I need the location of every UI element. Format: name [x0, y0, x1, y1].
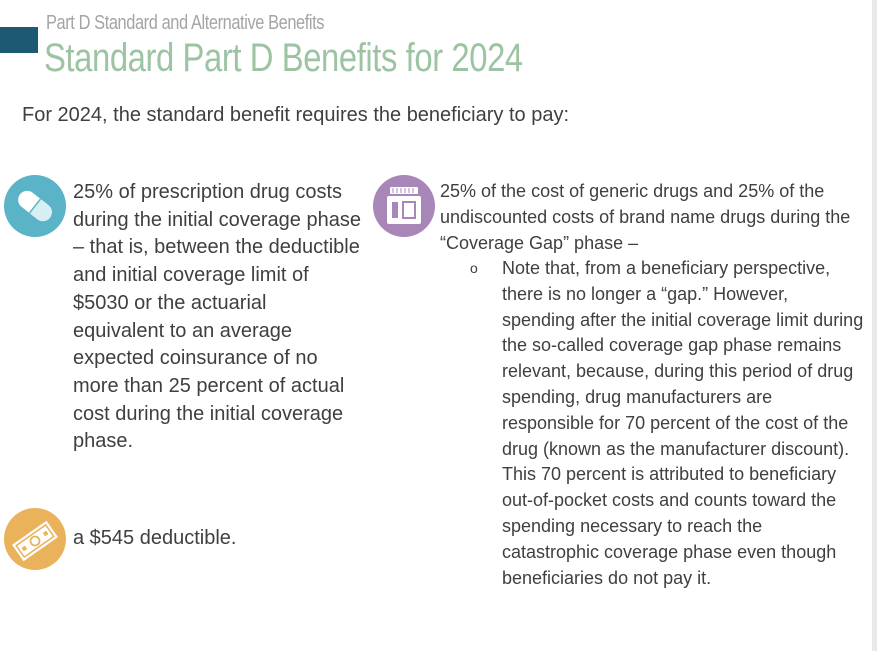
pill-icon: [4, 175, 66, 237]
benefit-text-coinsurance: 25% of prescription drug costs during the initial coverage phase – that is, between the deductible and initial coverage limit of $5030 or the actuarial equivalent to an average expected coinsurance of no more than 25 percent of actual cost during the initial coverage phase.: [73, 181, 361, 453]
accent-bar: [0, 27, 38, 53]
sub-bullet-marker: o: [470, 260, 478, 276]
money-icon: [4, 508, 66, 570]
benefit-text-coverage-gap: 25% of the cost of generic drugs and 25% of the undiscounted costs of brand name drugs during the “Coverage Gap” phase –: [440, 181, 851, 253]
coverage-gap-note-text: Note that, from a beneficiary perspective, there is no longer a “gap.” However, spending after the initial coverage limit during the so-called coverage gap phase remains relevant, because, during this period of drug spending, drug manufacturers are responsible for 70 percent of the cost of the drug (known as the manufacturer discount). This 70 percent is attributed to beneficiary out-of-pocket costs and counts toward the spending necessary to reach the catastrophic coverage phase even though beneficiaries do not pay it.: [502, 258, 864, 588]
section-supertitle: Part D Standard and Alternative Benefits: [46, 12, 325, 34]
benefit-text-deductible: a $545 deductible.: [73, 527, 237, 549]
slide-edge: [872, 0, 877, 651]
intro-text: For 2024, the standard benefit requires the beneficiary to pay:: [22, 104, 570, 126]
pill-bottle-icon: [373, 175, 435, 237]
slide-title: Standard Part D Benefits for 2024: [44, 36, 523, 80]
